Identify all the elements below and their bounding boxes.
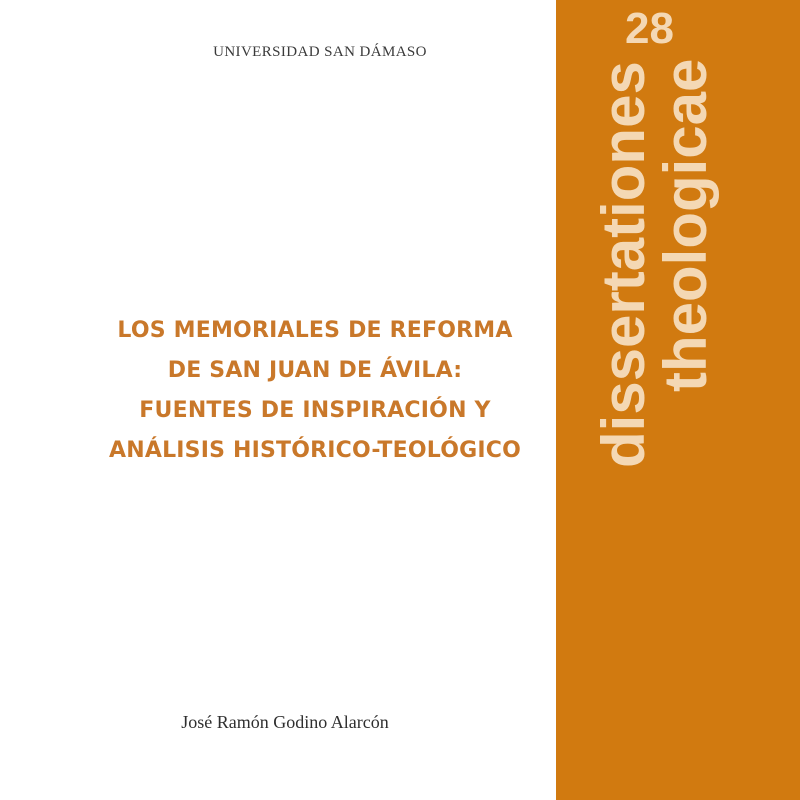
author-name: José Ramón Godino Alarcón xyxy=(181,712,389,732)
volume-number: 28 xyxy=(625,4,674,53)
title-line: DE SAN JUAN DE ÁVILA: xyxy=(167,358,463,383)
title-line: LOS MEMORIALES DE REFORMA xyxy=(117,318,513,343)
series-title-line-2: theologicae xyxy=(652,58,719,392)
title-line: FUENTES DE INSPIRACIÓN Y xyxy=(139,398,491,423)
book-title xyxy=(40,311,590,471)
series-band xyxy=(556,0,800,800)
series-title-line-1: dissertationes xyxy=(590,61,657,468)
title-line: ANÁLISIS HISTÓRICO-TEOLÓGICO xyxy=(109,438,521,463)
series-title xyxy=(556,0,800,800)
publisher-name: UNIVERSIDAD SAN DÁMASO xyxy=(213,44,427,60)
